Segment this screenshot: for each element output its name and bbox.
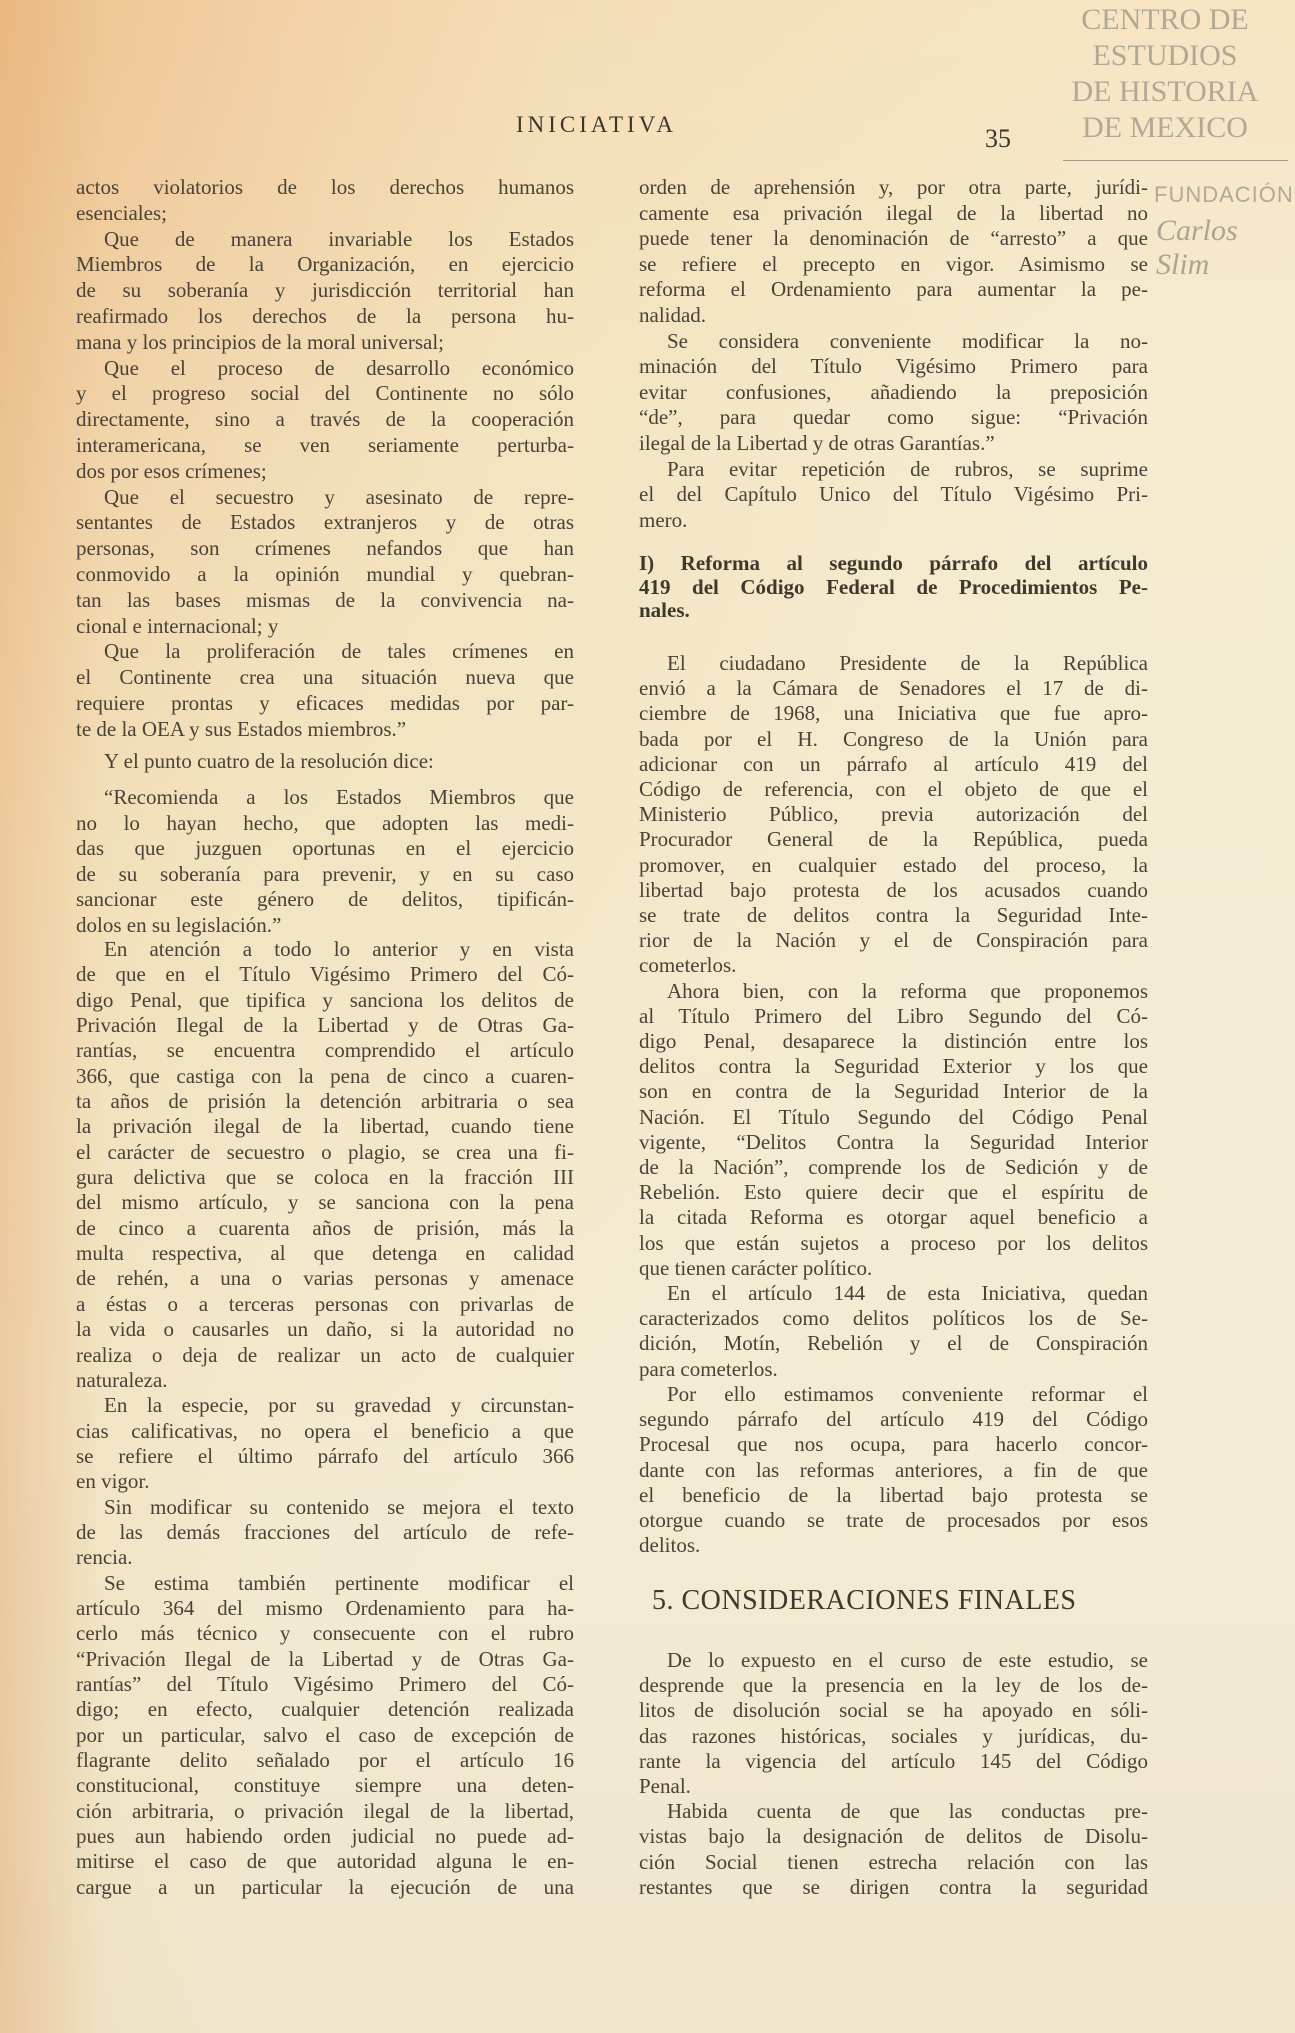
text-line: digo Penal, desaparece la distinción entre los bbox=[639, 1029, 1148, 1054]
paragraph bbox=[76, 785, 574, 939]
text-line: de su soberanía para prevenir, y en su caso bbox=[76, 861, 574, 886]
text-line: los que están sujetos a proceso por los delitos bbox=[639, 1230, 1148, 1255]
paragraph bbox=[639, 979, 1148, 1281]
text-line: vistas bajo la designación de delitos de Disolu- bbox=[639, 1824, 1148, 1849]
text-line: dición, Motín, Rebelión y el de Conspiración bbox=[639, 1331, 1148, 1356]
paragraph bbox=[639, 457, 1148, 534]
text-line: Se considera conveniente modificar la no- bbox=[667, 328, 1148, 353]
text-line: mitirse el caso de que autoridad alguna le en- bbox=[76, 1849, 574, 1874]
text-line: se trate de delitos contra la Seguridad Inte- bbox=[639, 903, 1148, 928]
text-line: vigente, “Delitos Contra la Seguridad Interior bbox=[639, 1129, 1148, 1154]
text-line: sentantes de Estados extranjeros y de otras bbox=[76, 510, 574, 535]
right-column-body-top bbox=[639, 175, 1148, 533]
text-line: digo Penal, que tipifica y sanciona los delitos de bbox=[76, 987, 574, 1012]
text-line: cias calificativas, no opera el beneficio a que bbox=[76, 1418, 574, 1443]
text-line: mana y los principios de la moral universal; bbox=[76, 329, 444, 354]
text-line: envió a la Cámara de Senadores el 17 de di- bbox=[639, 676, 1148, 701]
text-line: En el artículo 144 de esta Iniciativa, quedan bbox=[667, 1281, 1148, 1306]
text-line: adicionar con un párrafo al artículo 419 del bbox=[639, 751, 1148, 776]
text-line: dante con las reformas anteriores, a fin de que bbox=[639, 1457, 1148, 1482]
left-column-point-four-intro bbox=[76, 749, 574, 775]
text-line: dos por esos crímenes; bbox=[76, 458, 267, 483]
text-line: de su soberanía y jurisdicción territorial han bbox=[76, 278, 574, 303]
text-line: Ministerio Público, previa autorización del bbox=[639, 802, 1148, 827]
text-line: la citada Reforma es otorgar aquel beneficio a bbox=[639, 1205, 1148, 1230]
text-line: en vigor. bbox=[76, 1469, 150, 1494]
left-column-body bbox=[76, 937, 574, 1900]
text-line: nalidad. bbox=[639, 302, 707, 327]
text-line: rencia. bbox=[76, 1545, 133, 1570]
text-line: orden de aprehensión y, por otra parte, jurídi- bbox=[639, 175, 1148, 199]
text-line: y el progreso social del Continente no sólo bbox=[76, 381, 574, 406]
text-line: para cometerlos. bbox=[639, 1356, 778, 1381]
text-line: el beneficio de la libertad bajo protesta se bbox=[639, 1482, 1148, 1507]
text-line: cometerlos. bbox=[639, 953, 737, 978]
text-line: minación del Título Vigésimo Primero para bbox=[639, 354, 1148, 379]
text-line: te de la OEA y sus Estados miembros.” bbox=[76, 716, 407, 741]
text-line: conmovido a la opinión mundial y quebran- bbox=[76, 561, 574, 586]
watermark-line: ESTUDIOS bbox=[1092, 39, 1238, 72]
paragraph bbox=[76, 356, 574, 485]
paragraph bbox=[76, 639, 574, 742]
text-line: I) Reforma al segundo párrafo del artículo bbox=[639, 551, 1148, 575]
text-line: litos de disolución social se ha apoyado en sóli- bbox=[639, 1698, 1148, 1723]
paragraph bbox=[639, 1648, 1148, 1799]
text-line: del mismo artículo, y se sanciona con la pena bbox=[76, 1190, 574, 1215]
text-line: que tienen carácter político. bbox=[639, 1255, 873, 1280]
text-line: Procurador General de la República, pueda bbox=[639, 827, 1148, 852]
text-line: puede tener la denominación de “arresto” a que bbox=[639, 226, 1148, 251]
text-line: rior de la Nación y el de Conspiración para bbox=[639, 928, 1148, 953]
text-line: En la especie, por su gravedad y circunstan- bbox=[104, 1393, 574, 1418]
page-number: 35 bbox=[985, 124, 1011, 153]
text-line: constitucional, constituye siempre una deten- bbox=[76, 1773, 574, 1798]
text-line: la privación ilegal de la libertad, cuando tiene bbox=[76, 1114, 574, 1139]
text-line: camente esa privación ilegal de la libertad no bbox=[639, 200, 1148, 225]
text-line: la vida o causarles un daño, si la autoridad no bbox=[76, 1317, 574, 1342]
paragraph bbox=[639, 651, 1148, 979]
text-line: caracterizados como delitos políticos los de Se- bbox=[639, 1306, 1148, 1331]
left-column-resolution-considerations bbox=[76, 175, 574, 743]
running-title: INICIATIVA bbox=[516, 112, 677, 137]
text-line: Por ello estimamos conveniente reformar el bbox=[667, 1381, 1148, 1406]
text-line: das que juzguen oportunas en el ejercicio bbox=[76, 836, 574, 861]
paragraph bbox=[639, 329, 1148, 457]
text-line: Sin modificar su contenido se mejora el texto bbox=[104, 1494, 574, 1519]
text-line: 419 del Código Federal de Procedimientos Pe- bbox=[639, 574, 1148, 599]
text-line: Se estima también pertinente modificar el bbox=[104, 1570, 574, 1595]
text-line: Que el secuestro y asesinato de repre- bbox=[104, 484, 574, 509]
text-line: Para evitar repetición de rubros, se suprime bbox=[667, 456, 1148, 481]
watermark-foundation: FUNDACIÓN bbox=[1154, 182, 1294, 207]
text-line: a éstas o a terceras personas con privarlas de bbox=[76, 1291, 574, 1316]
text-line: reafirmado los derechos de la persona hu- bbox=[76, 303, 574, 328]
text-line: Que la proliferación de tales crímenes en bbox=[104, 639, 574, 664]
text-line: En atención a todo lo anterior y en vista bbox=[104, 937, 574, 961]
text-line: nales. bbox=[639, 598, 690, 622]
text-line: Nación. El Título Segundo del Código Penal bbox=[639, 1104, 1148, 1129]
paragraph bbox=[76, 1393, 574, 1494]
text-line: artículo 364 del mismo Ordenamiento para ha- bbox=[76, 1595, 574, 1620]
paragraph bbox=[76, 1495, 574, 1571]
text-line: esenciales; bbox=[76, 200, 167, 225]
text-line: no lo hayan hecho, que adopten las medi- bbox=[76, 810, 574, 835]
text-line: segundo párrafo del artículo 419 del Código bbox=[639, 1407, 1148, 1432]
left-column-quote-recommendation bbox=[76, 785, 574, 939]
text-line: rante la vigencia del artículo 145 del Código bbox=[639, 1748, 1148, 1773]
text-line: Y el punto cuatro de la resolución dice: bbox=[104, 749, 434, 773]
text-line: Ahora bien, con la reforma que proponemos bbox=[667, 978, 1148, 1003]
watermark-institution bbox=[1040, 2, 1290, 146]
text-line: desprende que la presencia en la ley de los de- bbox=[639, 1673, 1148, 1698]
watermark-line: DE MEXICO bbox=[1082, 111, 1248, 144]
paragraph bbox=[639, 552, 1148, 623]
watermark-divider bbox=[1063, 160, 1288, 161]
text-line: rantías, se encuentra comprendido el artículo bbox=[76, 1038, 574, 1063]
text-line: flagrante delito señalado por el artículo 16 bbox=[76, 1748, 574, 1772]
text-line: por un particular, salvo el caso de excepción de bbox=[76, 1722, 574, 1747]
text-line: El ciudadano Presidente de la República bbox=[667, 651, 1148, 675]
text-line: el del Capítulo Unico del Título Vigésimo Pri- bbox=[639, 482, 1148, 507]
text-line: directamente, sino a través de la cooperación bbox=[76, 407, 574, 432]
paragraph bbox=[639, 1281, 1148, 1382]
text-line: Habida cuenta de que las conductas pre- bbox=[667, 1799, 1148, 1824]
text-line: delitos. bbox=[639, 1533, 701, 1558]
text-line: bada por el H. Congreso de la Unión para bbox=[639, 726, 1148, 751]
text-line: restantes que se dirigen contra la seguridad bbox=[639, 1874, 1148, 1899]
text-line: cional e internacional; y bbox=[76, 613, 279, 638]
text-line: ciembre de 1968, una Iniciativa que fue apro- bbox=[639, 701, 1148, 726]
text-line: se refiere el último párrafo del artículo 366 bbox=[76, 1443, 574, 1468]
text-line: tan las bases mismas de la convivencia na- bbox=[76, 587, 574, 612]
text-line: de que en el Título Vigésimo Primero del Có- bbox=[76, 962, 574, 987]
text-line: personas, son crímenes nefandos que han bbox=[76, 536, 574, 561]
text-line: cerlo más técnico y consecuente con el rubro bbox=[76, 1621, 574, 1646]
right-column-final-considerations bbox=[639, 1648, 1148, 1900]
section-heading: 5. CONSIDERACIONES FINALES bbox=[652, 1585, 1077, 1616]
paragraph bbox=[639, 1799, 1148, 1900]
text-line: libertad bajo protesta de los acusados cuando bbox=[639, 877, 1148, 902]
paragraph bbox=[76, 937, 574, 1393]
text-line: realiza o deja de realizar un acto de cualquier bbox=[76, 1342, 574, 1367]
text-line: Código de referencia, con el objeto de que el bbox=[639, 777, 1148, 802]
text-line: 366, que castiga con la pena de cinco a cuaren- bbox=[76, 1063, 574, 1088]
text-line: promover, en cualquier estado del proceso, la bbox=[639, 852, 1148, 877]
text-line: de la Nación”, comprende los de Sedición y de bbox=[639, 1155, 1148, 1180]
paragraph bbox=[76, 749, 574, 775]
text-line: “Privación Ilegal de la Libertad y de Otras Ga- bbox=[76, 1646, 574, 1671]
text-line: Privación Ilegal de la Libertad y de Otras Ga- bbox=[76, 1013, 574, 1038]
text-line: dolos en su legislación.” bbox=[76, 912, 282, 937]
text-line: al Título Primero del Libro Segundo del Có- bbox=[639, 1003, 1148, 1028]
watermark-signature: Carlos Slim bbox=[1156, 214, 1238, 281]
text-line: sancionar este género de delitos, tipificán- bbox=[76, 887, 574, 912]
paragraph bbox=[639, 1382, 1148, 1558]
paragraph bbox=[76, 227, 574, 356]
text-line: pues aun habiendo orden judicial no puede ad- bbox=[76, 1824, 574, 1849]
text-line: das razones históricas, sociales y jurídicas, du- bbox=[639, 1723, 1148, 1748]
text-line: mero. bbox=[639, 507, 688, 532]
text-line: delitos contra la Seguridad Exterior y los que bbox=[639, 1054, 1148, 1079]
text-line: de rehén, a una o varias personas y amenace bbox=[76, 1266, 574, 1291]
text-line: el Continente crea una situación nueva que bbox=[76, 665, 574, 690]
text-line: multa respectiva, al que detenga en calidad bbox=[76, 1241, 574, 1266]
text-line: requiere prontas y eficaces medidas por par- bbox=[76, 690, 574, 715]
paragraph bbox=[76, 485, 574, 640]
watermark-line: DE HISTORIA bbox=[1071, 75, 1259, 108]
text-line: reforma el Ordenamiento para aumentar la pe- bbox=[639, 277, 1148, 302]
text-line: otorgue cuando se trate de procesados por esos bbox=[639, 1507, 1148, 1532]
paragraph bbox=[76, 1571, 574, 1900]
text-line: rantías” del Título Vigésimo Primero del Có- bbox=[76, 1671, 574, 1696]
text-line: ción Social tienen estrecha relación con las bbox=[639, 1849, 1148, 1874]
text-line: se refiere el precepto en vigor. Asimismo se bbox=[639, 251, 1148, 276]
text-line: evitar confusiones, añadiendo la preposición bbox=[639, 379, 1148, 404]
text-line: digo; en efecto, cualquier detención realizada bbox=[76, 1697, 574, 1722]
text-line: “de”, para quedar como sigue: “Privación bbox=[639, 405, 1148, 430]
text-line: “Recomienda a los Estados Miembros que bbox=[104, 785, 574, 809]
watermark-line: CENTRO DE bbox=[1081, 3, 1249, 36]
text-line: ilegal de la Libertad y de otras Garantías.” bbox=[639, 430, 995, 455]
text-line: el carácter de secuestro o plagio, se crea una fi- bbox=[76, 1139, 574, 1164]
paragraph bbox=[639, 175, 1148, 329]
text-line: Penal. bbox=[639, 1774, 691, 1799]
text-line: Que de manera invariable los Estados bbox=[104, 226, 574, 251]
text-line: gura delictiva que se coloca en la fracción III bbox=[76, 1165, 574, 1190]
paragraph bbox=[76, 175, 574, 227]
text-line: Procesal que nos ocupa, para hacerlo concor- bbox=[639, 1432, 1148, 1457]
text-line: Miembros de la Organización, en ejercicio bbox=[76, 252, 574, 277]
text-line: De lo expuesto en el curso de este estudio, se bbox=[667, 1648, 1148, 1672]
text-line: son en contra de la Seguridad Interior de la bbox=[639, 1079, 1148, 1104]
text-line: ta años de prisión la detención arbitraria o sea bbox=[76, 1089, 574, 1114]
right-column-body-middle bbox=[639, 651, 1148, 1558]
text-line: Que el proceso de desarrollo económico bbox=[104, 355, 574, 380]
text-line: de cinco a cuarenta años de prisión, más la bbox=[76, 1215, 574, 1240]
text-line: naturaleza. bbox=[76, 1367, 168, 1392]
text-line: interamericana, se ven seriamente perturba- bbox=[76, 432, 574, 457]
subsection-heading-article-419 bbox=[639, 552, 1148, 623]
text-line: de las demás fracciones del artículo de refe- bbox=[76, 1519, 574, 1544]
text-line: Rebelión. Esto quiere decir que el espíritu de bbox=[639, 1180, 1148, 1205]
text-line: actos violatorios de los derechos humanos bbox=[76, 175, 574, 199]
text-line: cargue a un particular la ejecución de una bbox=[76, 1874, 574, 1899]
text-line: ción arbitraria, o privación ilegal de la libertad, bbox=[76, 1798, 574, 1823]
